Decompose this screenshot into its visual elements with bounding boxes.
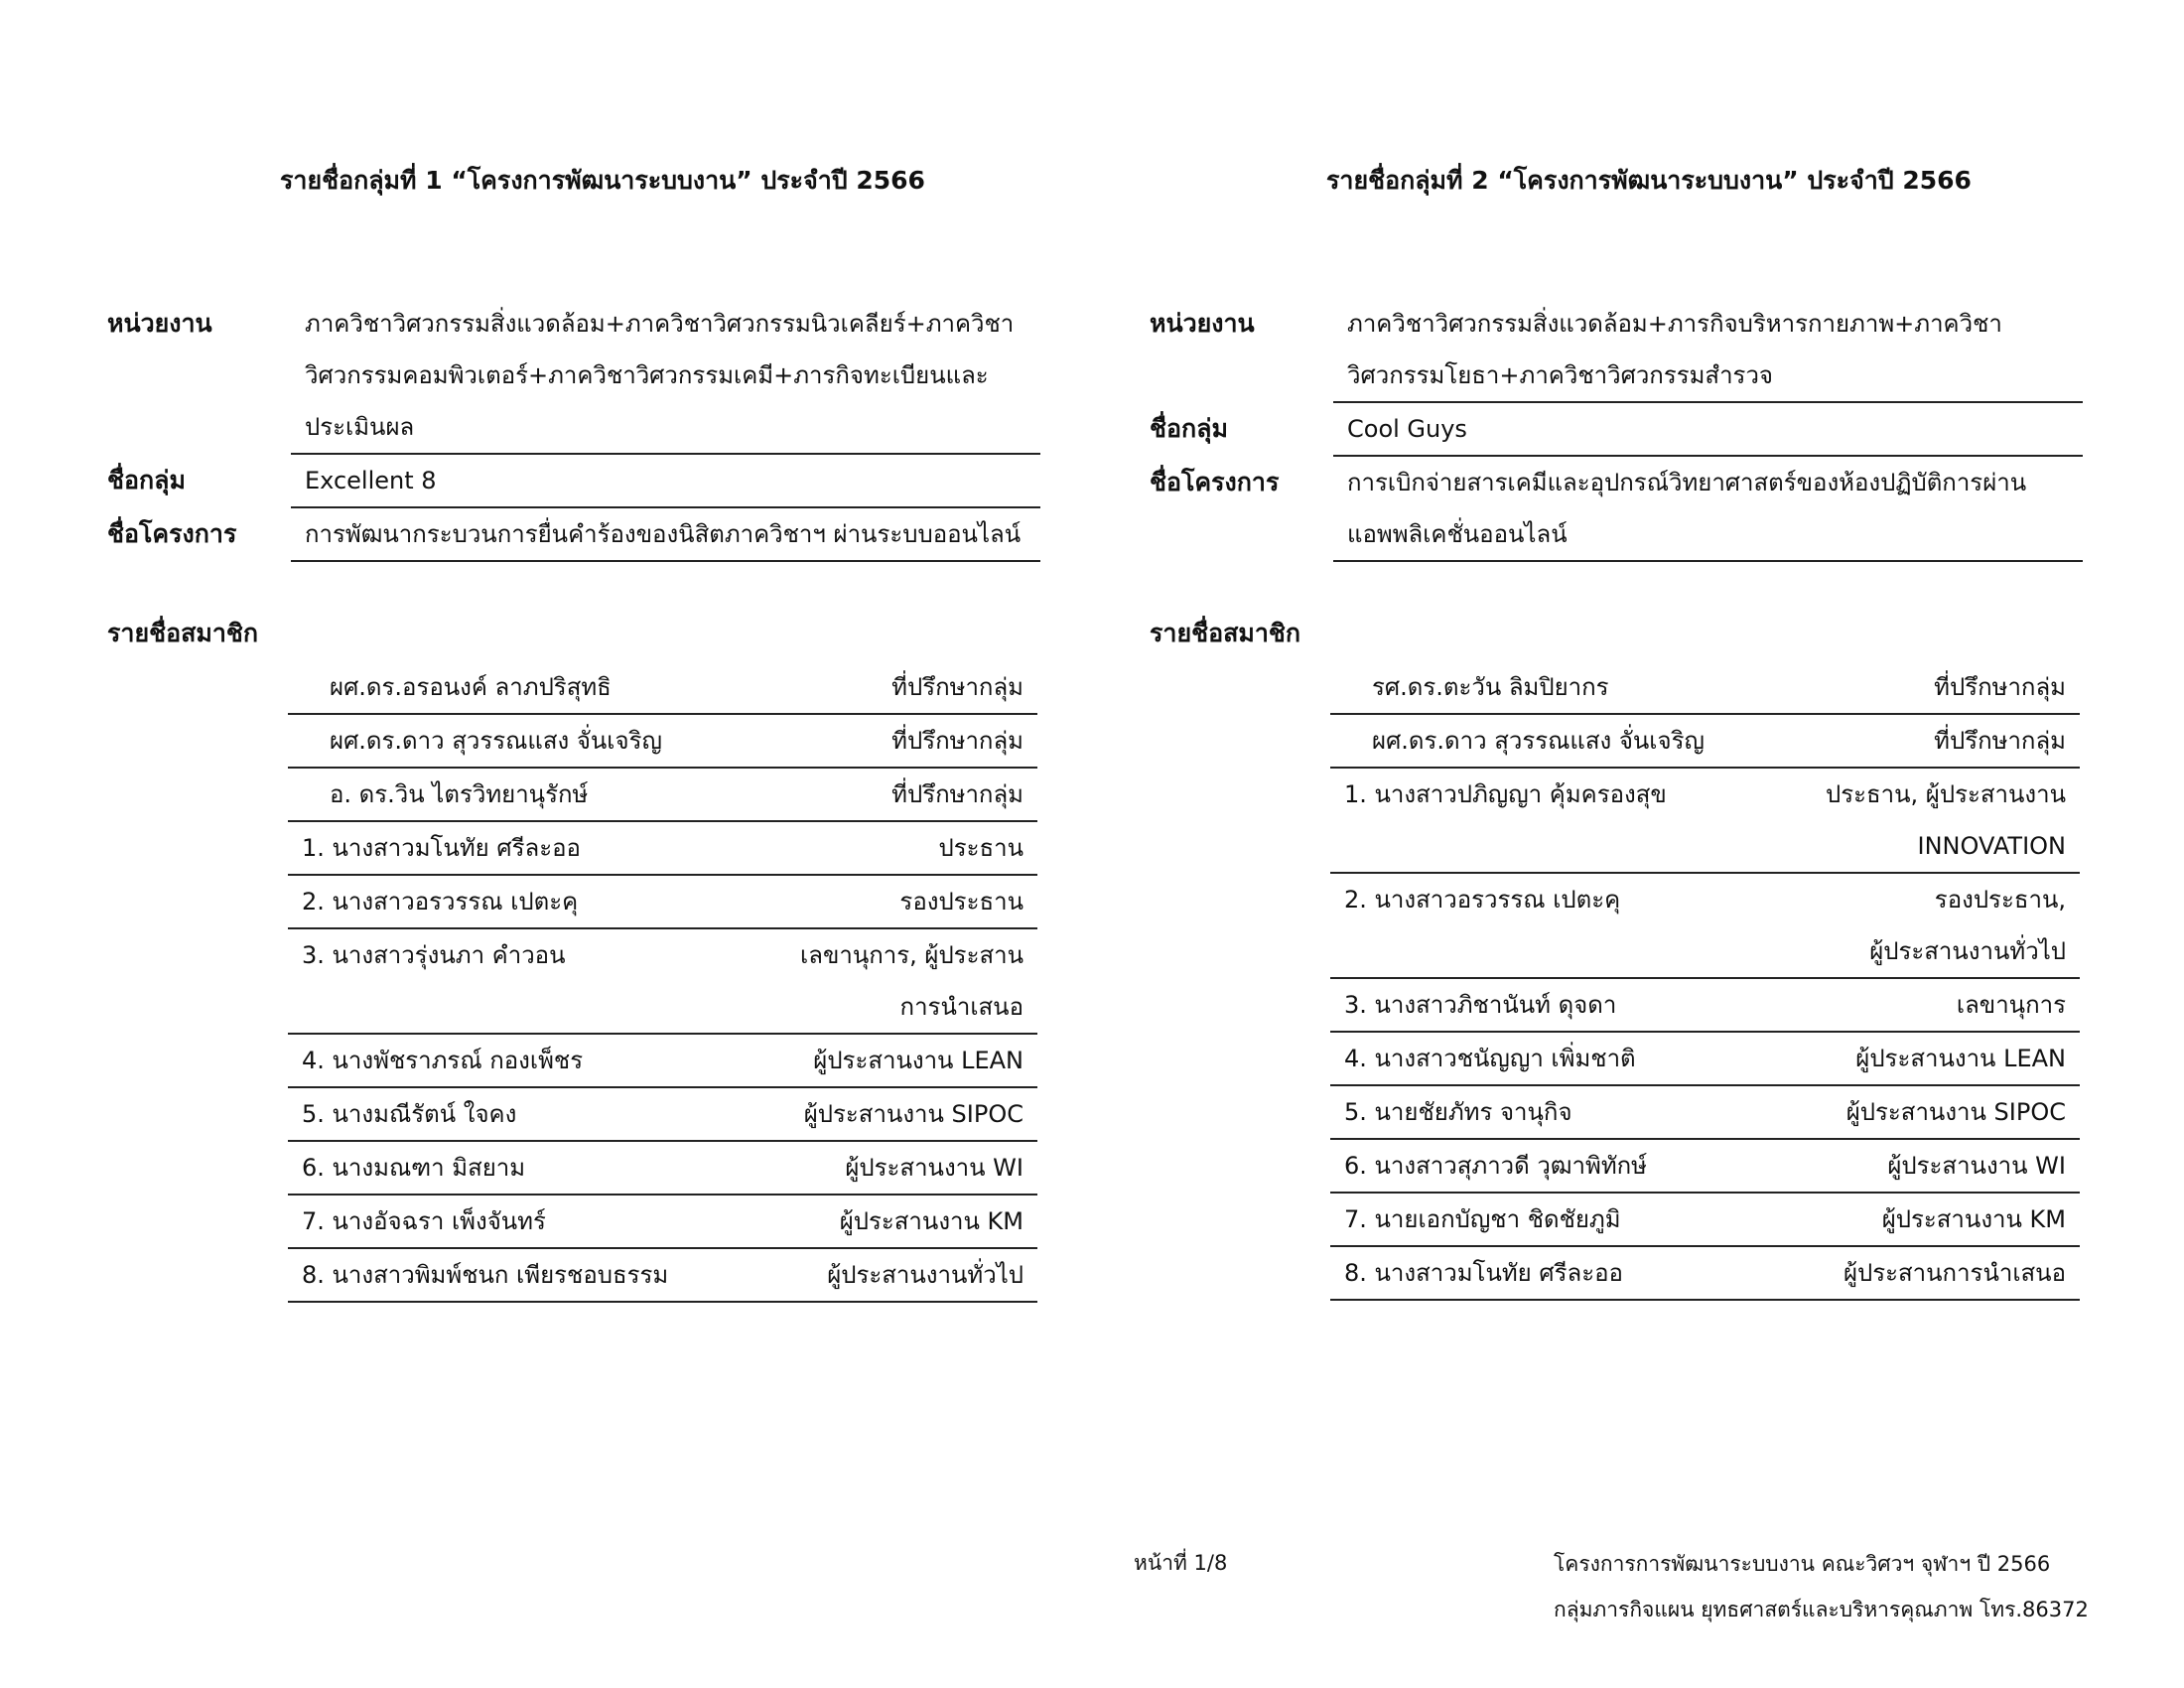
member-role-line: รองประธาน [899,888,1024,915]
project-line: แอพพลิเคชั่นออนไลน์ [1347,520,1568,548]
project-row [107,508,1040,562]
members-list [1330,661,2080,1301]
members-heading: รายชื่อสมาชิก [107,619,258,647]
group-name-value: Excellent 8 [291,455,1040,508]
member-name: 6. นางมณฑา มิสยาม [302,1154,526,1182]
member-role [891,661,1037,713]
project-row [1150,457,2083,562]
member-row [288,1196,1037,1249]
member-role-line: เลขานุการ [1956,991,2066,1019]
unit-line: วิศวกรรมคอมพิวเตอร์+ภาควิชาวิศวกรรมเคมี+ภารกิจทะเบียนและ [305,361,989,389]
member-name: 3. นางสาวรุ่งนภา คำวอน [302,941,566,969]
member-name: อ. ดร.วิน ไตรวิทยานุรักษ์ [330,780,589,808]
member-role [1855,1033,2080,1084]
group-name-row [1150,403,2083,457]
member-role-line: รองประธาน, [1934,886,2066,914]
project-label: ชื่อโครงการ [107,519,237,548]
member-role-line: ผู้ประสานงานทั่วไป [827,1261,1024,1289]
member-row [288,1142,1037,1196]
footer-line: โครงการการพัฒนาระบบงาน คณะวิศวฯ จุฬาฯ ปี 2566 [1554,1552,2051,1576]
member-role-line: ผู้ประสานงาน WI [1887,1152,2066,1180]
project-line: การพัฒนากระบวนการยื่นคำร้องของนิสิตภาควิชาฯ ผ่านระบบออนไลน์ [305,520,1022,548]
unit-label: หน่วยงาน [1150,309,1255,338]
unit-line: วิศวกรรมโยธา+ภาควิชาวิศวกรรมสำรวจ [1347,361,1773,389]
member-role-line: ที่ปรึกษากลุ่ม [891,780,1024,808]
member-row [1330,661,2080,715]
member-role-line: ผู้ประสานงาน KM [839,1207,1024,1235]
member-row [1330,1247,2080,1301]
member-role-line: ผู้ประสานงาน KM [1881,1205,2066,1233]
member-row [288,1249,1037,1303]
unit-value [291,298,1040,455]
member-role-line: ประธาน [938,834,1024,862]
project-value [1333,457,2083,562]
group-name-row [107,455,1040,508]
unit-line: ภาควิชาวิศวกรรมสิ่งแวดล้อม+ภารกิจบริหารกายภาพ+ภาควิชา [1347,310,2002,338]
members-list [288,661,1037,1303]
group-panel-1 [0,0,1024,1489]
member-name: 4. นางสาวชนัญญา เพิ่มชาติ [1344,1045,1636,1072]
page-number: หน้าที่ 1/8 [1134,1551,1228,1575]
member-role-line: INNOVATION [1917,832,2066,860]
member-role-line: ผู้ประสานงานทั่วไป [1869,937,2066,965]
members-heading: รายชื่อสมาชิก [1150,619,1300,647]
member-row [1330,979,2080,1033]
member-row [1330,715,2080,769]
member-name: 1. นางสาวมโนทัย ศรีละออ [302,834,581,862]
member-name: ผศ.ดร.ดาว สุวรรณแสง จั่นเจริญ [330,727,662,755]
member-row [1330,1194,2080,1247]
member-role [1887,1140,2080,1192]
project-label: ชื่อโครงการ [1150,468,1280,496]
member-name: 8. นางสาวพิมพ์ชนก เพียรชอบธรรม [302,1261,669,1289]
member-role [827,1249,1037,1301]
member-role [899,876,1037,927]
member-row [288,929,1037,1035]
member-row [288,715,1037,769]
member-role-line: ผู้ประสานงาน LEAN [1855,1045,2066,1072]
member-name: 6. นางสาวสุภาวดี วุฒาพิทักษ์ [1344,1152,1647,1180]
unit-value [1333,298,2083,403]
footer-info [1554,1541,2089,1632]
member-name: ผศ.ดร.อรอนงค์ ลาภปริสุทธิ [330,673,612,701]
member-role [800,929,1037,1033]
member-row [1330,769,2080,874]
member-role-line: ที่ปรึกษากลุ่ม [891,727,1024,755]
member-name: 1. นางสาวปภิญญา คุ้มครองสุข [1344,780,1667,808]
member-name: รศ.ดร.ตะวัน ลิมปิยากร [1372,673,1609,701]
member-row [288,876,1037,929]
footer-line: กลุ่มภารกิจแผน ยุทธศาสตร์และบริหารคุณภาพ โทร.86372 [1554,1598,2089,1621]
member-row [1330,1033,2080,1086]
member-role [840,1196,1037,1247]
member-role-line: ที่ปรึกษากลุ่ม [1934,673,2066,701]
unit-row [107,298,1040,455]
member-role [891,769,1037,820]
project-value [291,508,1040,562]
member-name: 3. นางสาวภิชานันท์ ดุจดา [1344,991,1617,1019]
member-name: 4. นางพัชราภรณ์ กองเพ็ชร [302,1047,584,1074]
group-title: รายชื่อกลุ่มที่ 2 “โครงการพัฒนาระบบงาน” ประจำปี 2566 [1326,166,1972,195]
unit-line: ภาควิชาวิศวกรรมสิ่งแวดล้อม+ภาควิชาวิศวกรรมนิวเคลียร์+ภาควิชา [305,310,1015,338]
member-row [1330,1086,2080,1140]
member-role [1934,715,2080,767]
member-role [891,715,1037,767]
member-role-line: ผู้ประสานงาน SIPOC [1845,1098,2066,1126]
member-role [1826,769,2080,872]
member-role [1934,661,2080,713]
member-role-line: ผู้ประสานงาน LEAN [813,1047,1024,1074]
member-name: 8. นางสาวมโนทัย ศรีละออ [1344,1259,1623,1287]
group-info [107,298,1040,562]
member-name: ผศ.ดร.ดาว สุวรรณแสง จั่นเจริญ [1372,727,1705,755]
project-line: การเบิกจ่ายสารเคมีและอุปกรณ์วิทยาศาสตร์ของห้องปฏิบัติการผ่าน [1347,469,2027,496]
member-row [288,1088,1037,1142]
group-info [1150,298,2083,562]
member-role [1869,874,2080,977]
member-name: 7. นายเอกบัญชา ชิดชัยภูมิ [1344,1205,1621,1233]
group-name-label: ชื่อกลุ่ม [1150,414,1228,443]
member-role [1957,979,2080,1031]
member-role [813,1035,1037,1086]
member-name: 7. นางอัจฉรา เพ็งจันทร์ [302,1207,546,1235]
member-name: 2. นางสาวอรวรรณ เปตะคุ [302,888,579,915]
member-role-line: การนำเสนอ [899,993,1024,1021]
member-role-line: ผู้ประสานงาน SIPOC [803,1100,1024,1128]
member-role-line: ผู้ประสานการนำเสนอ [1843,1259,2066,1287]
member-role-line: เลขานุการ, ผู้ประสาน [800,941,1024,969]
member-name: 5. นายชัยภัทร จานุกิจ [1344,1098,1572,1126]
member-role-line: ผู้ประสานงาน WI [845,1154,1024,1182]
member-role [845,1142,1037,1194]
member-role-line: ประธาน, ผู้ประสานงาน [1825,780,2066,808]
member-role-line: ที่ปรึกษากลุ่ม [891,673,1024,701]
unit-line: ประเมินผล [305,413,415,441]
member-row [288,661,1037,715]
member-role [938,822,1037,874]
unit-row [1150,298,2083,403]
group-name-label: ชื่อกลุ่ม [107,466,186,494]
member-role [804,1088,1037,1140]
member-row [288,769,1037,822]
member-row [288,822,1037,876]
member-role [1846,1086,2080,1138]
group-name-value: Cool Guys [1333,403,2083,457]
member-row [1330,874,2080,979]
member-role [1882,1194,2080,1245]
group-title: รายชื่อกลุ่มที่ 1 “โครงการพัฒนาระบบงาน” ประจำปี 2566 [280,166,925,195]
member-name: 5. นางมณีรัตน์ ใจคง [302,1100,517,1128]
member-role-line: ที่ปรึกษากลุ่ม [1934,727,2066,755]
group-panel-2 [1042,0,2066,1489]
unit-label: หน่วยงาน [107,309,212,338]
member-name: 2. นางสาวอรวรรณ เปตะคุ [1344,886,1621,914]
member-role [1843,1247,2080,1299]
member-row [288,1035,1037,1088]
member-row [1330,1140,2080,1194]
